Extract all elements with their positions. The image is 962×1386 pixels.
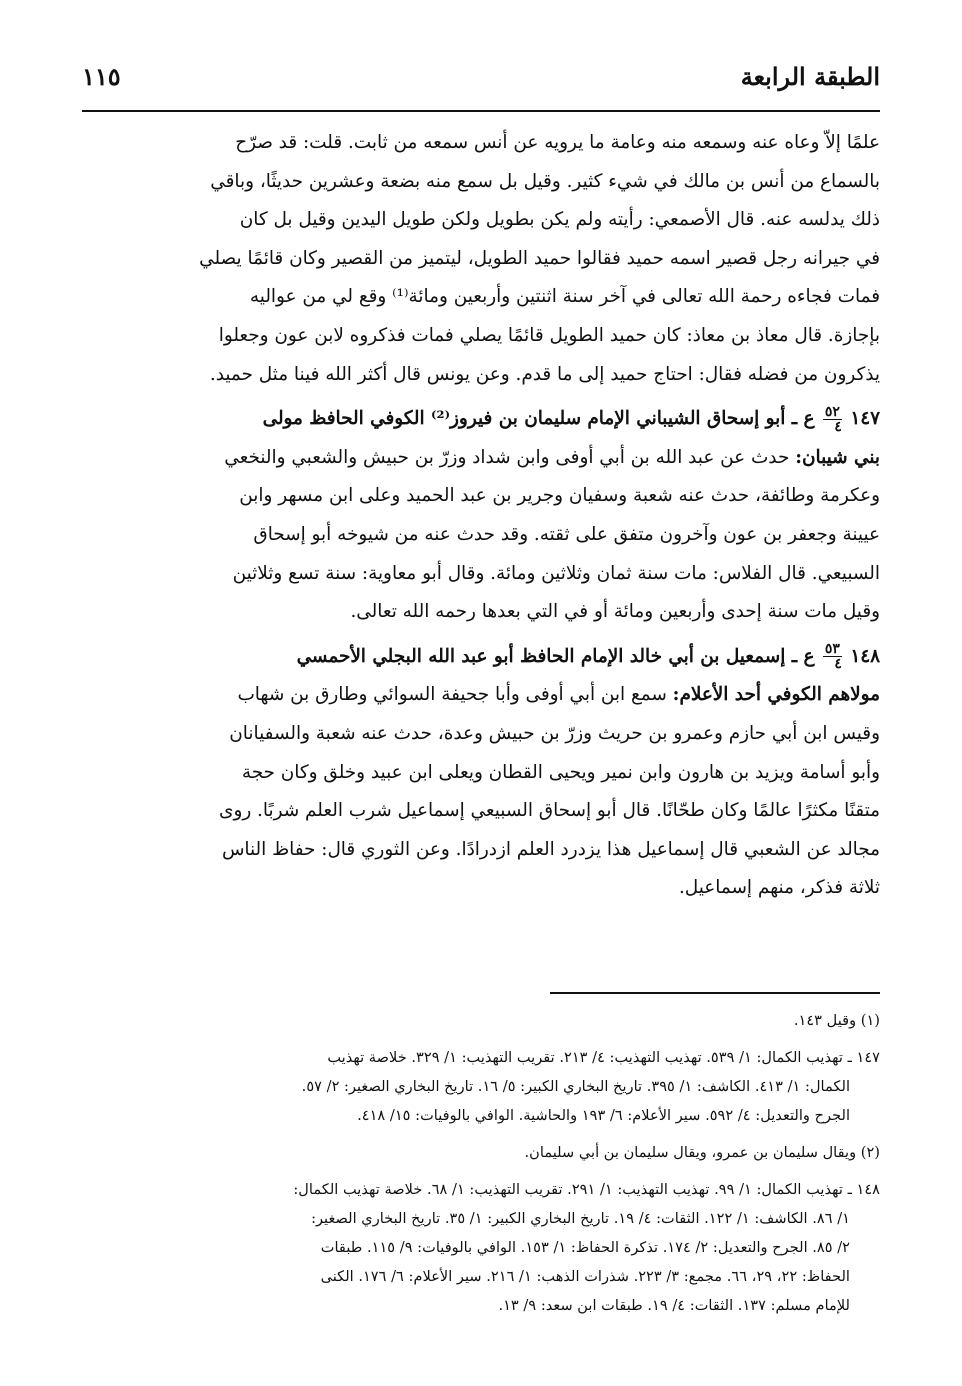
entry-fraction	[823, 642, 842, 671]
entry-147-heading	[82, 400, 880, 439]
text-line: مجالد عن الشعبي قال إسماعيل هذا يزدرد العلم ازدرادًا. وعن الثوري قال: حفاظ الناس	[221, 838, 880, 860]
fraction-denominator: ٤	[834, 418, 842, 435]
text-line: متقنًا مكثرًا عالمًا وكان طحّانًا. قال أبو إسحاق السبيعي إسماعيل شرب العلم شربًا. روى	[219, 800, 880, 822]
entry-148-heading	[82, 638, 880, 677]
text-line: ذلك يدلسه عنه. قال الأصمعي: رأيته ولم يكن بطويل ولكن طويل اليدين وقيل بل كان	[239, 209, 880, 231]
entry-title: ع ـ أبو إسحاق الشيباني الإمام سليمان بن فيروز⁽²⁾ الكوفي الحافظ مولى	[262, 408, 815, 430]
sources-148: ١/ ٨٦. الكاشف: ١/ ١٢٢. الثقات: ٤/ ١٩. تاريخ البخاري الكبير: ١/ ٣٥. تاريخ البخاري الصغير:	[311, 1210, 850, 1227]
sources-148: ٢/ ٨٥. الجرح والتعديل: ٢/ ١٧٤. تذكرة الحفاظ: ١/ ١٥٣. الوافي بالوفيات: ٩/ ١١٥. طبقات	[320, 1239, 850, 1256]
footnote-divider	[550, 992, 880, 994]
sources-147: الجرح والتعديل: ٤/ ٥٩٢. سير الأعلام: ٦/ ١٩٣ والحاشية. الوافي بالوفيات: ١٥/ ٤١٨.	[357, 1107, 850, 1124]
text-line	[82, 676, 880, 715]
entry-fraction	[823, 405, 842, 434]
text-line: وقيل مات سنة إحدى وأربعين ومائة أو في التي بعدها رحمه الله تعالى.	[350, 601, 880, 623]
entry-title-continued: مولاهم الكوفي أحد الأعلام:	[672, 684, 880, 706]
sources-148: ١٤٨ ـ تهذيب الكمال: ١/ ٩٩. تهذيب التهذيب: ١/ ٢٩١. تقريب التهذيب: ١/ ٦٨. خلاصة تهذيب الكمال:	[293, 1181, 880, 1198]
sources-147: ١٤٧ ـ تهذيب الكمال: ١/ ٥٣٩. تهذيب التهذيب: ٤/ ٢١٣. تقريب التهذيب: ١/ ٣٢٩. خلاصة تهذيب	[327, 1049, 880, 1066]
text-line: السبيعي. قال الفلاس: مات سنة ثمان وثلاثين ومائة. وقال أبو معاوية: سنة تسع وثلاثين	[232, 562, 880, 584]
text-line: يذكرون من فضله فقال: احتاج حميد إلى ما قدم. وعن يونس قال أكثر الله فينا مثل حميد.	[209, 363, 880, 385]
text-line: وأبو أسامة ويزيد بن هارون وابن نمير ويحيى القطان ويعلى ابن عبيد وخلق وكان حجة	[241, 761, 880, 783]
page-number: ١١٥	[82, 62, 121, 91]
fraction-numerator: ٥٣	[824, 641, 840, 658]
sources-147: الكمال: ١/ ٤١٣. الكاشف: ١/ ٣٩٥. تاريخ البخاري الكبير: ٥/ ١٦. تاريخ البخاري الصغير: ٢/ ٥٧.	[301, 1078, 850, 1095]
fraction-denominator: ٤	[834, 656, 842, 673]
text-line: عيينة وجعفر بن عون وآخرون متفق على ثقته. وقد حدث عنه من شيوخه أبو إسحاق	[253, 523, 880, 545]
entry-title: ع ـ إسمعيل بن أبي خالد الإمام الحافظ أبو عبد الله البجلي الأحمسي	[296, 645, 815, 667]
sources-148: الحفاظ: ٢٢، ٢٩، ٦٦. مجمع: ٣/ ٢٢٣. شذرات الذهب: ١/ ٢١٦. سير الأعلام: ٦/ ١٧٦. الكنى	[320, 1268, 850, 1285]
text-line: في جيرانه رجل قصير اسمه حميد فقالوا حميد الطويل، ليتميز من القصير وكان قائمًا يصلي	[199, 247, 880, 269]
entry-text: حدث عن عبد الله بن أبي أوفى وابن شداد وزرّ بن حبيش والشعبي والنخعي	[224, 446, 796, 468]
text-line: بالسماع من أنس بن مالك في شيء كثير. وقيل بل سمع منه بضعة وعشرين حديثًا، وباقي	[210, 170, 880, 192]
text-line: فمات فجاءه رحمة الله تعالى في آخر سنة اثنتين وأربعين ومائة⁽¹⁾ وقع لي من عواليه	[249, 286, 880, 308]
page-header	[82, 62, 880, 102]
text-line: ثلاثة فذكر، منهم إسماعيل.	[678, 877, 880, 899]
text-line: وعكرمة وطائفة، حدث عنه شعبة وسفيان وجرير بن عبد الحميد وعلى ابن مسهر وابن	[239, 485, 880, 507]
main-text	[82, 124, 880, 908]
entry-text: سمع ابن أبي أوفى وأبا جحيفة السوائي وطارق بن شهاب	[237, 684, 673, 706]
entry-number: ١٤٧	[850, 408, 880, 430]
entry-number: ١٤٨	[850, 645, 880, 667]
entry-title-continued: بني شيبان:	[795, 446, 880, 468]
fraction-numerator: ٥٢	[824, 403, 840, 420]
text-line	[82, 439, 880, 478]
text-line: علمًا إلاّ وعاه عنه وسمعه منه وعامة ما يرويه عن أنس سمعه من ثابت. قلت: قد صرّح	[235, 132, 880, 153]
footnote-1: (١) وقيل ١٤٣.	[793, 1012, 880, 1029]
header-divider	[82, 110, 880, 112]
text-line: بإجازة. قال معاذ بن معاذ: كان حميد الطويل قائمًا يصلي فمات فذكروه لابن عون وجعلوا	[218, 324, 880, 346]
text-line: وقيس ابن أبي حازم وعمرو بن حريث وزرّ بن حبيش وعدة، حدث عنه شعبة والسفيانان	[229, 722, 880, 744]
sources-148: للإمام مسلم: ١٣٧. الثقات: ٤/ ١٩. طبقات ابن سعد: ٩/ ١٣.	[498, 1297, 850, 1314]
running-title: الطبقة الرابعة	[740, 62, 880, 91]
footnotes	[82, 1006, 880, 1320]
footnote-2: (٢) ويقال سليمان بن عمرو، ويقال سليمان بن أبي سليمان.	[524, 1144, 880, 1161]
